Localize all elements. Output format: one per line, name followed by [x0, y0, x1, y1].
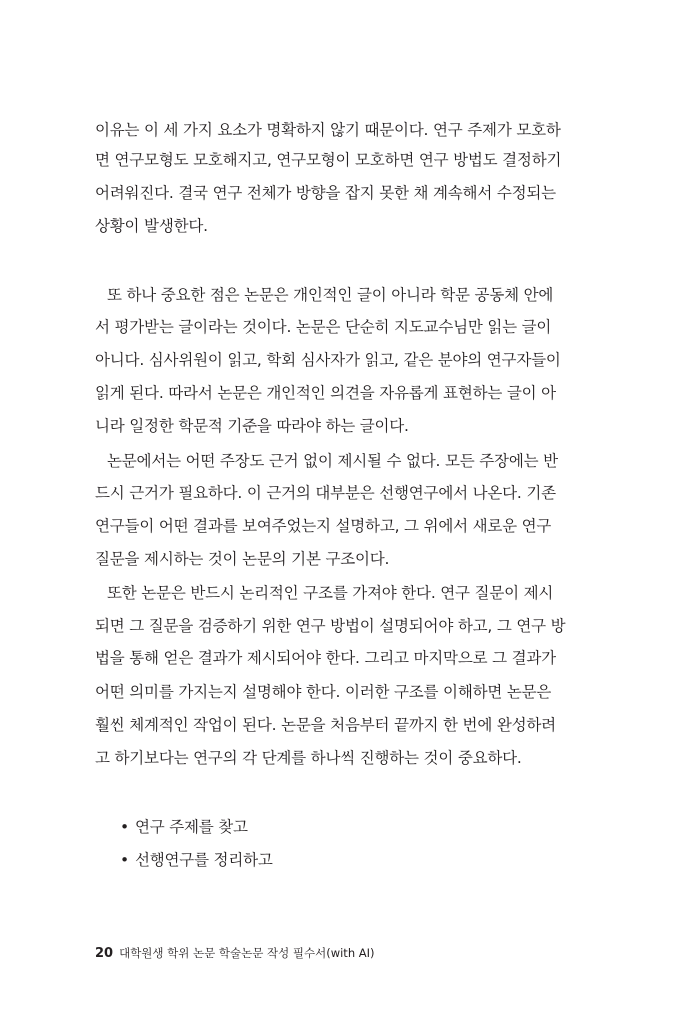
paragraph-4-line-1: 또한 논문은 반드시 논리적인 구조를 가져야 한다. 연구 질문이 제시 — [107, 584, 554, 602]
bullet-text: 연구 주제를 찾고 — [134, 818, 248, 836]
paragraph-1-line-2: 면 연구모형도 모호해지고, 연구모형이 모호하면 연구 방법도 결정하기 — [95, 151, 562, 169]
paragraph-3-line-4: 질문을 제시하는 것이 논문의 기본 구조이다. — [95, 550, 390, 568]
paragraph-4-line-4: 어떤 의미를 가지는지 설명해야 한다. 이러한 구조를 이해하면 논문은 — [95, 683, 552, 701]
paragraph-2-line-2: 서 평가받는 글이라는 것이다. 논문은 단순히 지도교수님만 읽는 글이 — [95, 318, 552, 336]
paragraph-2-line-4: 읽게 된다. 따라서 논문은 개인적인 의견을 자유롭게 표현하는 글이 아 — [95, 384, 556, 402]
paragraph-2-line-5: 니라 일정한 학문적 기준을 따라야 하는 글이다. — [95, 417, 409, 435]
paragraph-3-line-1: 논문에서는 어떤 주장도 근거 없이 제시될 수 없다. 모든 주장에는 반 — [107, 452, 558, 470]
paragraph-4-line-2: 되면 그 질문을 검증하기 위한 연구 방법이 설명되어야 하고, 그 연구 방 — [95, 617, 566, 635]
page-footer — [95, 945, 375, 962]
paragraph-4-line-3: 법을 통해 얻은 결과가 제시되어야 한다. 그리고 마지막으로 그 결과가 — [95, 649, 556, 667]
paragraph-1-line-4: 상황이 발생한다. — [95, 217, 208, 235]
page-number: 20 — [95, 946, 114, 961]
paragraph-4-line-5: 훨씬 체계적인 작업이 된다. 논문을 처음부터 끝까지 한 번에 완성하려 — [95, 716, 556, 734]
paragraph-3-line-3: 연구들이 어떤 결과를 보여주었는지 설명하고, 그 위에서 새로운 연구 — [95, 517, 552, 535]
paragraph-4-line-6: 고 하기보다는 연구의 각 단계를 하나씩 진행하는 것이 중요하다. — [95, 749, 522, 767]
paragraph-2-line-3: 아니다. 심사위원이 읽고, 학회 심사자가 읽고, 같은 분야의 연구자들이 — [95, 351, 561, 369]
bullet-item — [120, 817, 248, 837]
bullet-icon: • — [120, 818, 129, 836]
paragraph-3-line-2: 드시 근거가 필요하다. 이 근거의 대부분은 선행연구에서 나온다. 기존 — [95, 484, 556, 502]
paragraph-1-line-3: 어려워진다. 결국 연구 전체가 방향을 잡지 못한 채 계속해서 수정되는 — [95, 184, 556, 202]
bullet-item — [120, 850, 273, 870]
paragraph-1-line-1: 이유는 이 세 가지 요소가 명확하지 않기 때문이다. 연구 주제가 모호하 — [95, 121, 561, 139]
bullet-text: 선행연구를 정리하고 — [134, 851, 273, 869]
paragraph-2-line-1: 또 하나 중요한 점은 논문은 개인적인 글이 아니라 학문 공동체 안에 — [107, 286, 554, 304]
book-title: 대학원생 학위 논문 학술논문 작성 필수서(with AI) — [119, 946, 375, 960]
bullet-icon: • — [120, 851, 129, 869]
